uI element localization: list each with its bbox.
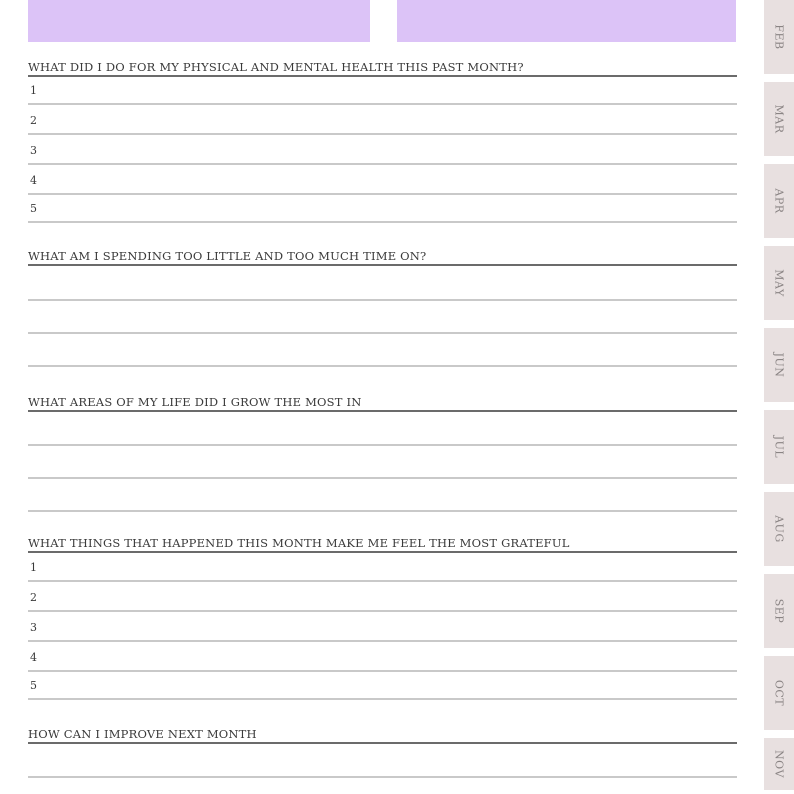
- tab-may[interactable]: [764, 246, 794, 324]
- line-number: 5: [30, 202, 37, 215]
- answer-line[interactable]: [28, 135, 737, 165]
- tab-label: NOV: [772, 750, 786, 778]
- tab-oct[interactable]: [764, 656, 794, 734]
- answer-line[interactable]: [28, 672, 737, 700]
- answer-line[interactable]: [28, 744, 737, 778]
- answer-line[interactable]: [28, 105, 737, 135]
- tab-feb[interactable]: [764, 0, 794, 78]
- tab-label: MAY: [772, 269, 786, 297]
- tab-sep[interactable]: [764, 574, 794, 652]
- tab-label: AUG: [772, 515, 786, 543]
- answer-line[interactable]: [28, 642, 737, 672]
- section-growth-areas: [28, 395, 737, 512]
- month-tabs: [764, 0, 794, 794]
- answer-line[interactable]: [28, 266, 737, 301]
- section-improve-next-month: [28, 727, 737, 778]
- answer-line[interactable]: [28, 195, 737, 223]
- section-title: WHAT AM I SPENDING TOO LITTLE AND TOO MUCH TIME ON?: [28, 249, 737, 266]
- tab-label: FEB: [772, 24, 786, 50]
- tab-label: APR: [772, 188, 786, 214]
- header-box-left: [28, 0, 370, 42]
- line-number: 2: [30, 591, 37, 604]
- line-number: 3: [30, 621, 37, 634]
- answer-line[interactable]: [28, 412, 737, 446]
- answer-line[interactable]: [28, 334, 737, 367]
- section-title: WHAT AREAS OF MY LIFE DID I GROW THE MOST IN: [28, 395, 737, 412]
- tab-jul[interactable]: [764, 410, 794, 488]
- answer-line[interactable]: [28, 553, 737, 582]
- tab-label: JUN: [772, 352, 786, 378]
- tab-aug[interactable]: [764, 492, 794, 570]
- section-gratitude: [28, 536, 737, 700]
- answer-line[interactable]: [28, 301, 737, 334]
- section-time-spending: [28, 249, 737, 367]
- line-number: 3: [30, 144, 37, 157]
- tab-label: OCT: [772, 679, 786, 707]
- section-title: HOW CAN I IMPROVE NEXT MONTH: [28, 727, 737, 744]
- tab-label: SEP: [772, 598, 786, 624]
- line-number: 1: [30, 84, 37, 97]
- tab-label: MAR: [772, 104, 786, 134]
- tab-jun[interactable]: [764, 328, 794, 406]
- tab-mar[interactable]: [764, 82, 794, 160]
- line-number: 2: [30, 114, 37, 127]
- answer-line[interactable]: [28, 446, 737, 479]
- answer-line[interactable]: [28, 612, 737, 642]
- section-title: WHAT DID I DO FOR MY PHYSICAL AND MENTAL HEALTH THIS PAST MONTH?: [28, 60, 737, 77]
- tab-nov[interactable]: [764, 738, 794, 794]
- answer-line[interactable]: [28, 165, 737, 195]
- section-title: WHAT THINGS THAT HAPPENED THIS MONTH MAKE ME FEEL THE MOST GRATEFUL: [28, 536, 737, 553]
- section-physical-mental-health: [28, 60, 737, 223]
- line-number: 4: [30, 174, 37, 187]
- answer-line[interactable]: [28, 479, 737, 512]
- tab-apr[interactable]: [764, 164, 794, 242]
- answer-line[interactable]: [28, 77, 737, 105]
- line-number: 5: [30, 679, 37, 692]
- tab-label: JUL: [772, 435, 786, 459]
- answer-line[interactable]: [28, 582, 737, 612]
- line-number: 1: [30, 561, 37, 574]
- line-number: 4: [30, 651, 37, 664]
- header-box-right: [397, 0, 736, 42]
